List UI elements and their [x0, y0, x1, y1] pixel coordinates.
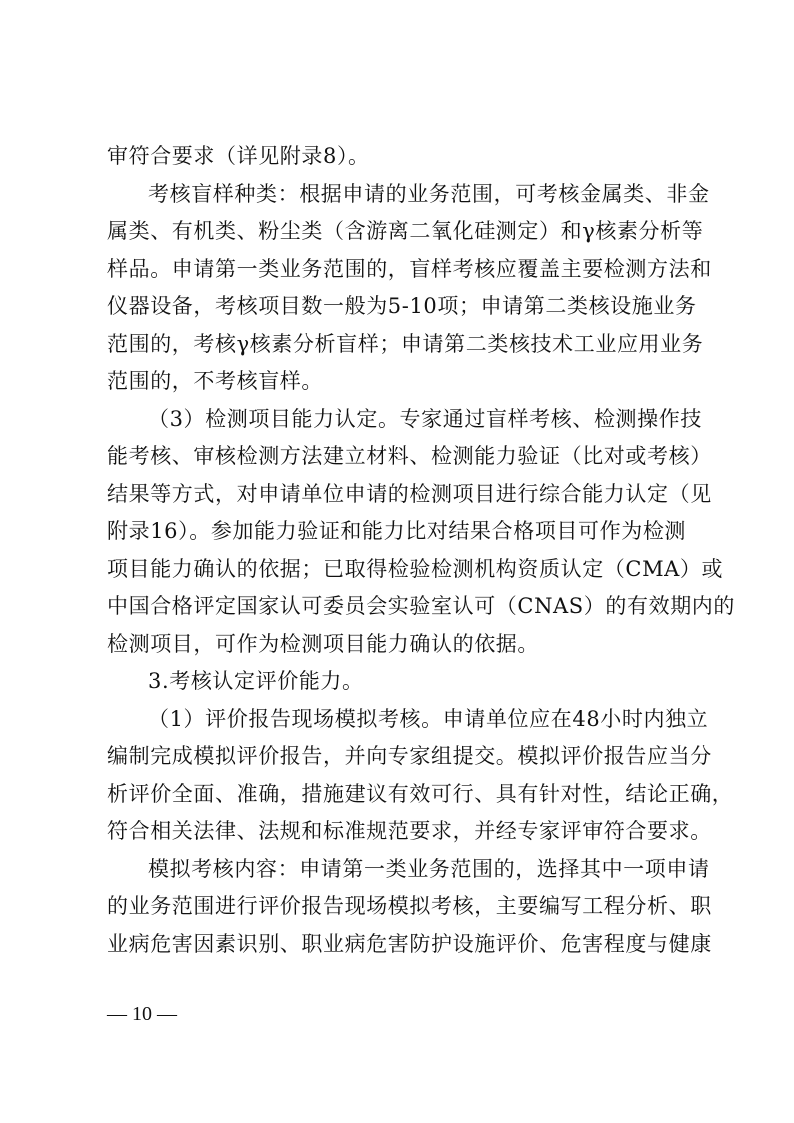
- text-line: 符合相关法律、法规和标准规范要求，并经专家评审符合要求。: [107, 819, 712, 843]
- text-line: 的业务范围进行评价报告现场模拟考核，主要编写工程分析、职: [107, 894, 712, 918]
- text-line: 业病危害因素识别、职业病危害防护设施评价、危害程度与健康: [107, 931, 712, 956]
- text-line: 审符合要求（详见附录8）。: [107, 144, 370, 168]
- text-line: 属类、有机类、粉尘类（含游离二氧化硅测定）和γ核素分析等: [107, 219, 704, 243]
- text-line: 结果等方式，对申请单位申请的检测项目进行综合能力认定（见: [107, 481, 712, 506]
- text-line: （3）检测项目能力认定。专家通过盲样考核、检测操作技: [148, 406, 702, 431]
- page-number: — 10 —: [107, 1003, 177, 1025]
- text-line: 附录16）。参加能力验证和能力比对结果合格项目可作为检测: [107, 519, 687, 543]
- text-line: 范围的，不考核盲样。: [107, 369, 323, 393]
- text-line: 样品。申请第一类业务范围的，盲样考核应覆盖主要检测方法和: [107, 256, 712, 281]
- text-line: 检测项目，可作为检测项目能力确认的依据。: [107, 631, 539, 656]
- text-line: 编制完成模拟评价报告，并向专家组提交。模拟评价报告应当分: [107, 744, 712, 768]
- text-line: 范围的，考核γ核素分析盲样；申请第二类核技术工业应用业务: [107, 331, 704, 356]
- text-line: 项目能力确认的依据；已取得检验检测机构资质认定（CMA）或: [107, 556, 724, 581]
- text-line: 能考核、审核检测方法建立材料、检测能力验证（比对或考核）: [107, 444, 712, 468]
- text-line: 仪器设备，考核项目数一般为5-10项；申请第二类核设施业务: [107, 294, 697, 318]
- text-line: 考核盲样种类：根据申请的业务范围，可考核金属类、非金: [148, 181, 710, 206]
- text-line: 3.考核认定评价能力。: [148, 669, 364, 693]
- text-line: 析评价全面、准确，措施建议有效可行、具有针对性，结论正确，: [107, 781, 734, 806]
- text-line: 模拟考核内容：申请第一类业务范围的，选择其中一项申请: [148, 856, 710, 881]
- text-line: （1）评价报告现场模拟考核。申请单位应在48小时内独立: [148, 706, 709, 731]
- text-line: 中国合格评定国家认可委员会实验室认可（CNAS）的有效期内的: [107, 594, 735, 618]
